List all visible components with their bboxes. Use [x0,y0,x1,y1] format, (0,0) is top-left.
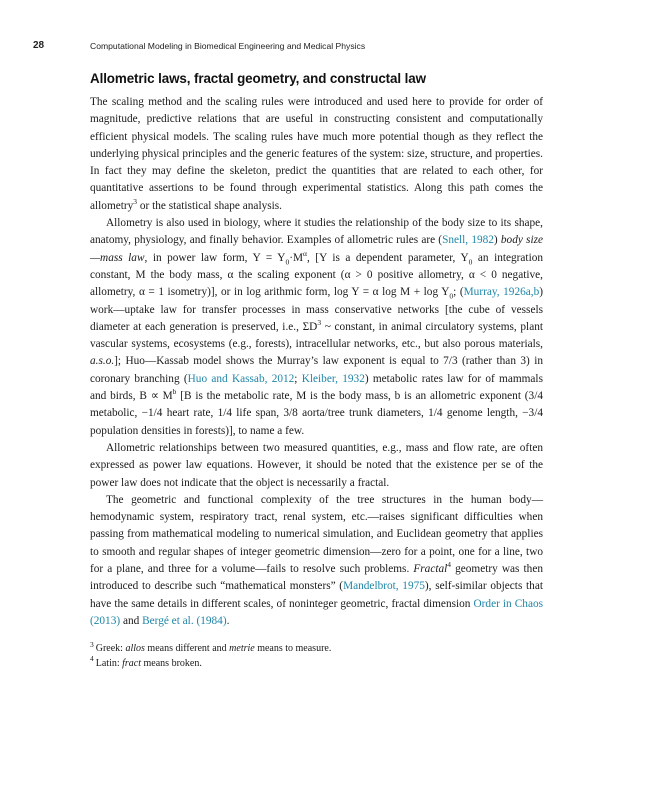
paragraph-3: Allometric relationships between two measured quantities, e.g., mass and flow rate, are often expressed as power law equations. However, it should be noted that the existence per se of the power law does not indicate that the object is necessarily a fractal. [90,441,543,489]
citation-link[interactable]: Kleiber, 1932 [301,372,365,385]
paragraph-2: Allometry is also used in biology, where it studies the relationship of the body size to its shape, anatomy, physiology, and finally behavior. Examples of allometric rules are (Snell, 1982) body size—mass law, in power law form, $Y = Y_0\cdot M^\alpha$, [Y is a dependent parameter, $Y_0$ an integration constant, M the body mass, α the scaling exponent (α > 0 positive allometry, α < 0 negative, allometry, α = 1 isometry)], or in log arithmic form, log Y = α $\log M + \log Y_0$; (Murray, 1926a,b) work—uptake law for transfer processes in mass conservative networks [the cube of vessels diameter at each generation is preserved, i.e., $\Sigma D^3$ ~ constant, in animal circulatory systems, plant vascular systems, ecosystems (e.g., forests), intracellular networks, etc., but also porous materials, a.s.o.]; Huo—Kassab model shows the Murray’s law exponent is equal to 7/3 (rather than 3) in coronary branching (Huo and Kassab, 2012; Kleiber, 1932) metabolic rates law for of mammals and birds, $B \propto M^b$ [B is the metabolic rate, M is the body mass, b is an allometric exponent (3/4 metabolic, −1/4 heart rate, 1/4 life span, 3/8 aorta/tree trunk diameters, 1/4 genome length, −3/4 population densities in forests)], to name a few. [90,217,544,437]
citation-link[interactable]: Mandelbrot, 1975 [343,580,425,593]
citation-link[interactable]: Snell, 1982 [442,234,494,247]
footnote-4: $^4$ Latin: fract means broken. [90,654,202,669]
running-header [33,40,608,56]
paragraph-1: The scaling method and the scaling rules were introduced and used here to provide for order of magnitude, predictive relations that are useful in constructing consistent and computationally efficient physical models. The scaling rules have much more potential though as they reflect the underlying physical principles and the generic features of the system: size, structure, and properties. In fact they may define the skeleton, predict the quantities that are related to each other, for quantitative assertions to be found through experimental statistics. Along this path comes the allometry$^3$ or the statistical shape analysis. [90,96,543,212]
section-title: Allometric laws, fractal geometry, and constructal law [90,71,426,86]
citation-link[interactable]: Huo and Kassab, 2012 [187,372,295,385]
citation-link[interactable]: Murray, 1926a,b [463,286,540,299]
citation-link[interactable]: Bergé et al. (1984) [142,614,227,627]
page-body [90,71,543,671]
citation-link[interactable]: Order in Chaos (2013) [90,597,544,627]
running-title: Computational Modeling in Biomedical Engineering and Medical Physics [90,41,366,51]
footnotes [90,639,543,671]
footnote-ref-3[interactable]: 3 [133,197,138,207]
page-number: 28 [33,40,45,51]
footnote-3: $^3$ Greek: allos means different and metrie means to measure. [90,639,332,655]
paragraph-4: The geometric and functional complexity of the tree structures in the human body—hemodynamic system, respiratory tract, renal system, etc.—raises significant difficulties when passing from mathematical modeling to numerical simulation, and Euclidean geometry that applies to smooth and regular shapes of integer geometric dimension—zero for a point, one for a line, two for a plane, and three for a volume—fails to resolve such problems. Fractal$^4$ geometry was then introduced to describe such “mathematical monsters” (Mandelbrot, 1975), self-similar objects that have the same details in different scales, of noninteger geometric, fractal dimension Order in Chaos (2013) and Bergé et al. (1984). [90,493,544,627]
footnote-ref-4[interactable]: 4 [447,560,452,570]
